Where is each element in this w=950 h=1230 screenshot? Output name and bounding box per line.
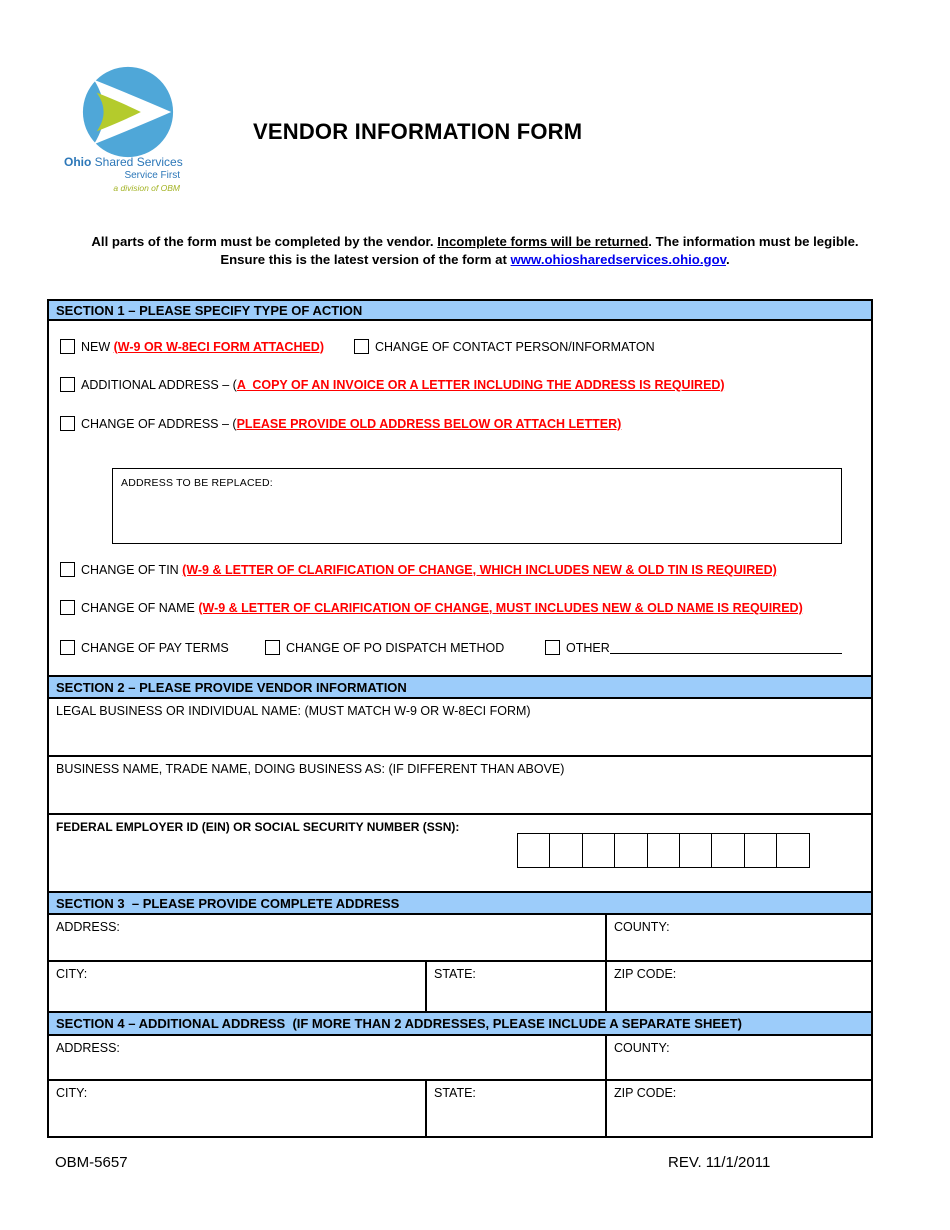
revision-date: REV. 11/1/2011 (668, 1154, 771, 1171)
option-change-tin (60, 562, 777, 577)
intro-paragraph (0, 233, 950, 268)
section3-city-field[interactable]: CITY: (56, 967, 88, 981)
change-contact-label: CHANGE OF CONTACT PERSON/INFORMATON (375, 339, 655, 354)
checkbox-change-pay-terms[interactable] (60, 640, 75, 655)
checkbox-change-tin[interactable] (60, 562, 75, 577)
option-other (545, 640, 842, 655)
section3-address-field[interactable]: ADDRESS: (56, 920, 120, 934)
business-name-label: BUSINESS NAME, TRADE NAME, DOING BUSINESS AS: (IF DIFFERENT THAN ABOVE) (56, 762, 565, 776)
option-change-address (60, 416, 621, 431)
logo-org-name (64, 156, 182, 169)
change-address-label: CHANGE OF ADDRESS – ( (81, 416, 237, 431)
ein-digit-box-8[interactable] (744, 833, 778, 868)
ein-digit-box-9[interactable] (776, 833, 810, 868)
change-name-label: CHANGE OF NAME (81, 600, 199, 615)
section3-state-field[interactable]: STATE: (425, 962, 605, 1011)
section4-state-field[interactable]: STATE: (425, 1081, 605, 1136)
intro-line-1: All parts of the form must be completed by the vendor. Incomplete forms will be returned. The information must be legible. (91, 234, 859, 249)
address-to-be-replaced-box[interactable] (112, 468, 842, 544)
change-address-requirement-text: PLEASE PROVIDE OLD ADDRESS BELOW OR ATTACH LETTER) (236, 416, 622, 431)
section4-address-field[interactable]: ADDRESS: (56, 1041, 120, 1055)
ein-digit-box-2[interactable] (549, 833, 583, 868)
additional-address-requirement-text: A COPY OF AN INVOICE OR A LETTER INCLUDING THE ADDRESS IS REQUIRED) (236, 377, 725, 392)
business-name-field[interactable] (47, 757, 873, 815)
section3-address-row (47, 915, 873, 962)
ein-digit-box-7[interactable] (711, 833, 745, 868)
ein-digit-box-3[interactable] (582, 833, 616, 868)
change-tin-requirement-text: (W-9 & LETTER OF CLARIFICATION OF CHANGE, WHICH INCLUDES NEW & OLD TIN IS REQUIRED) (182, 562, 777, 577)
checkbox-additional-address[interactable] (60, 377, 75, 392)
logo-division: a division of OBM (113, 183, 180, 193)
logo-org-rest: Shared Services (91, 155, 183, 169)
address-to-be-replaced-label: ADDRESS TO BE REPLACED: (121, 477, 273, 489)
option-additional-address (60, 377, 725, 392)
legal-name-field[interactable] (47, 699, 873, 757)
ein-digit-box-6[interactable] (679, 833, 713, 868)
page-title: VENDOR INFORMATION FORM (253, 119, 583, 144)
section2-header: SECTION 2 – PLEASE PROVIDE VENDOR INFORMATION (47, 677, 873, 699)
checkbox-other[interactable] (545, 640, 560, 655)
other-fill-line[interactable] (610, 641, 842, 654)
logo-org-bold: Ohio (64, 155, 92, 169)
section4-city-row (47, 1081, 873, 1138)
additional-address-label: ADDITIONAL ADDRESS – ( (81, 377, 237, 392)
section4-zip-field[interactable]: ZIP CODE: (605, 1081, 871, 1136)
section3-header: SECTION 3 – PLEASE PROVIDE COMPLETE ADDRESS (47, 893, 873, 915)
option-change-contact (354, 339, 655, 354)
change-po-dispatch-label: CHANGE OF PO DISPATCH METHOD (286, 640, 505, 655)
ohiosharedservices-link[interactable]: www.ohiosharedservices.ohio.gov (510, 251, 726, 267)
ein-ssn-label: FEDERAL EMPLOYER ID (EIN) OR SOCIAL SECURITY NUMBER (SSN): (56, 820, 460, 834)
ohio-shared-services-logo-icon (82, 66, 174, 158)
section4-address-row (47, 1036, 873, 1081)
change-tin-label: CHANGE OF TIN (81, 562, 183, 577)
section3-county-field[interactable]: COUNTY: (605, 915, 871, 960)
option-change-name (60, 600, 803, 615)
ein-digit-box-1[interactable] (517, 833, 551, 868)
checkbox-change-address[interactable] (60, 416, 75, 431)
section3-zip-field[interactable]: ZIP CODE: (605, 962, 871, 1011)
checkbox-change-po-dispatch[interactable] (265, 640, 280, 655)
option-new (60, 339, 324, 354)
legal-name-label: LEGAL BUSINESS OR INDIVIDUAL NAME: (MUST MATCH W-9 OR W-8ECI FORM) (56, 704, 531, 718)
intro-underlined-phrase: Incomplete forms will be returned (437, 234, 649, 249)
ein-digit-box-5[interactable] (647, 833, 681, 868)
checkbox-new[interactable] (60, 339, 75, 354)
ein-ssn-field (47, 815, 873, 893)
logo-tagline: Service First (124, 170, 180, 181)
form-number: OBM-5657 (55, 1154, 128, 1171)
change-name-requirement-text: (W-9 & LETTER OF CLARIFICATION OF CHANGE, MUST INCLUDES NEW & OLD NAME IS REQUIRED) (198, 600, 803, 615)
other-label: OTHER (566, 640, 610, 655)
section4-city-field[interactable]: CITY: (56, 1086, 88, 1100)
option-change-pay-terms (60, 640, 229, 655)
intro-line-2: Ensure this is the latest version of the form at www.ohiosharedservices.ohio.gov. (220, 251, 730, 267)
section4-header: SECTION 4 – ADDITIONAL ADDRESS (IF MORE THAN 2 ADDRESSES, PLEASE INCLUDE A SEPARATE SHEET) (47, 1013, 873, 1036)
section1-header: SECTION 1 – PLEASE SPECIFY TYPE OF ACTION (47, 299, 873, 321)
checkbox-change-name[interactable] (60, 600, 75, 615)
section3-city-row (47, 962, 873, 1013)
new-requirement-text: (W-9 OR W-8ECI FORM ATTACHED) (113, 339, 324, 354)
change-pay-terms-label: CHANGE OF PAY TERMS (81, 640, 229, 655)
section1-body (47, 321, 873, 677)
section4-county-field[interactable]: COUNTY: (605, 1036, 871, 1079)
option-change-po-dispatch (265, 640, 504, 655)
new-label: NEW (81, 339, 114, 354)
ein-digit-boxes (517, 833, 810, 868)
checkbox-change-contact[interactable] (354, 339, 369, 354)
ein-digit-box-4[interactable] (614, 833, 648, 868)
logo-wordmark (64, 156, 182, 195)
